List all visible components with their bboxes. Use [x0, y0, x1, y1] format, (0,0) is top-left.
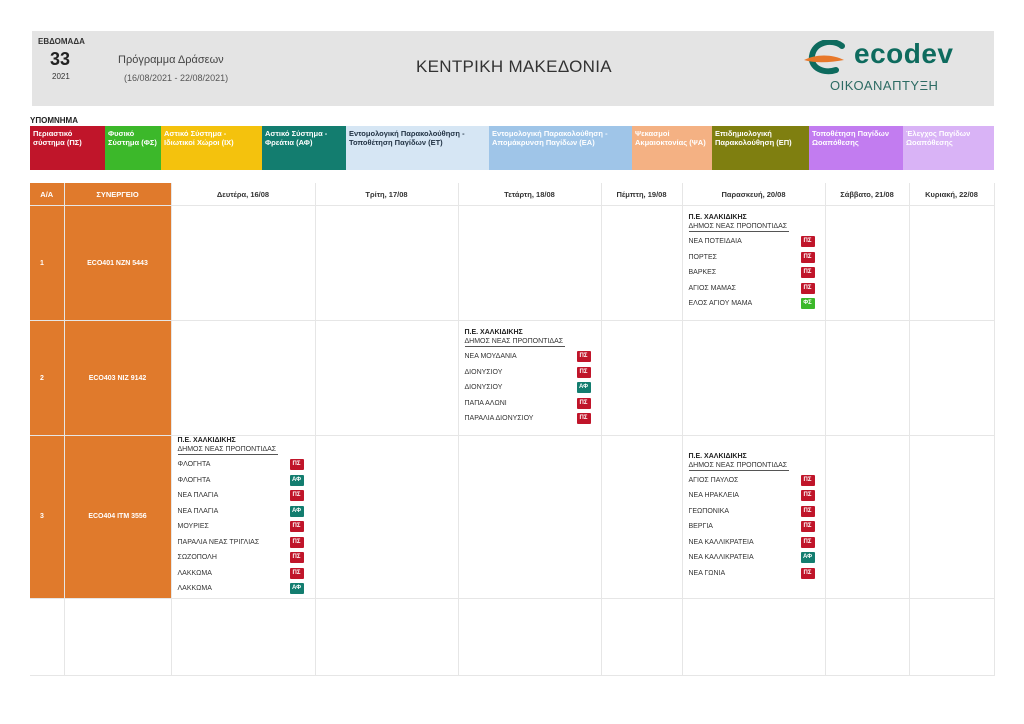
- system-tag: ΠΣ: [801, 537, 815, 548]
- legend-item: Φυσικό Σύστημα (ΦΣ): [105, 126, 161, 170]
- location-name: ΝΕΑ ΚΑΛΛΙΚΡΑΤΕΙΑ: [688, 554, 754, 561]
- location-name: ΔΙΟΝΥΣΙΟΥ: [464, 368, 503, 376]
- location-item: [465, 397, 591, 413]
- system-tag: ΠΣ: [801, 252, 815, 263]
- team-cell: ECO401 ΝΖΝ 5443: [64, 206, 171, 321]
- municipality: ΔΗΜΟΣ ΝΕΑΣ ΠΡΟΠΟΝΤΙΔΑΣ: [464, 338, 564, 346]
- legend-item: Έλεγχος Παγίδων Ωοαπόθεσης: [903, 126, 994, 170]
- location-name: ΝΕΑ ΗΡΑΚΛΕΙΑ: [688, 492, 739, 499]
- location-item: [689, 536, 815, 552]
- location-name: ΑΓΙΟΣ ΜΑΜΑΣ: [688, 284, 737, 292]
- location-name: ΔΙΟΝΥΣΙΟΥ: [464, 384, 503, 392]
- day-cell: [825, 206, 909, 321]
- team-cell: ECO404 ΙΤΜ 3556: [64, 436, 171, 599]
- legend-item: Ψεκασμοί Ακμαιοκτονίας (ΨΑ): [632, 126, 712, 170]
- column-header: Τετάρτη, 18/08: [458, 183, 601, 206]
- location-item: [178, 505, 304, 521]
- municipality: ΔΗΜΟΣ ΝΕΑΣ ΠΡΟΠΟΝΤΙΔΑΣ: [688, 223, 788, 231]
- schedule-block: [172, 436, 315, 598]
- day-cell: [601, 321, 682, 436]
- location-item: [178, 458, 304, 474]
- system-tag: ΑΦ: [577, 382, 591, 393]
- location-item: [689, 282, 815, 298]
- regional-unit: Π.Ε. ΧΑΛΚΙΔΙΚΗΣ: [177, 437, 236, 444]
- day-cell: [171, 321, 315, 436]
- location-item: [465, 350, 591, 366]
- day-cell: [825, 321, 909, 436]
- municipality: ΔΗΜΟΣ ΝΕΑΣ ΠΡΟΠΟΝΤΙΔΑΣ: [688, 461, 788, 469]
- location-name: ΛΑΚΚΩΜΑ: [177, 585, 212, 592]
- day-cell: [825, 436, 909, 599]
- empty-cell: [909, 598, 994, 675]
- municipality: ΔΗΜΟΣ ΝΕΑΣ ΠΡΟΠΟΝΤΙΔΑΣ: [177, 446, 277, 453]
- day-cell: [458, 206, 601, 321]
- system-tag: ΠΣ: [290, 490, 304, 501]
- legend-item: Τοποθέτηση Παγίδων Ωοαπόθεσης: [809, 126, 903, 170]
- ecodev-logo: [802, 36, 992, 102]
- program-title: Πρόγραμμα Δράσεων: [118, 54, 224, 66]
- table-row: [30, 321, 994, 436]
- schedule-block: [683, 452, 825, 583]
- legend-item: Εντομολογική Παρακολούθηση - Τοποθέτηση Παγίδων (ΕΤ): [346, 126, 489, 170]
- schedule-block: [459, 328, 601, 428]
- week-number: 33: [50, 49, 71, 69]
- location-item: [178, 582, 304, 598]
- regional-unit: Π.Ε. ΧΑΛΚΙΔΙΚΗΣ: [688, 452, 747, 460]
- column-header: ΣΥΝΕΡΓΕΙΟ: [64, 183, 171, 206]
- column-header: Πέμπτη, 19/08: [601, 183, 682, 206]
- system-tag: ΠΣ: [801, 506, 815, 517]
- location-name: ΦΛΟΓΗΤΑ: [177, 461, 211, 468]
- location-item: [689, 567, 815, 583]
- location-name: ΠΑΠΑ ΑΛΩΝΙ: [464, 399, 507, 407]
- location-name: ΠΑΡΑΛΙΑ ΔΙΟΝΥΣΙΟΥ: [464, 415, 534, 423]
- location-name: ΛΑΚΚΩΜΑ: [177, 569, 212, 577]
- day-cell: [601, 436, 682, 599]
- location-name: ΜΟΥΡΙΕΣ: [177, 523, 209, 530]
- leaf-logo-icon: [802, 40, 850, 76]
- day-cell: [682, 321, 825, 436]
- system-tag: ΠΣ: [290, 537, 304, 548]
- day-cell: [909, 206, 994, 321]
- system-tag: ΠΣ: [577, 351, 591, 362]
- week-label: ΕΒΔΟΜΑΔΑ: [38, 37, 85, 46]
- location-item: [178, 474, 304, 490]
- day-cell: [171, 206, 315, 321]
- location-name: ΝΕΑ ΜΟΥΔΑΝΙΑ: [464, 353, 517, 361]
- empty-cell: [458, 598, 601, 675]
- location-item: [689, 489, 815, 505]
- system-tag: ΑΦ: [801, 552, 815, 563]
- logo-subtitle: ΟΙΚΟΑΝΑΠΤΥΞΗ: [830, 78, 939, 93]
- table-row: [30, 436, 994, 599]
- day-cell: [315, 321, 458, 436]
- column-header: Σάββατο, 21/08: [825, 183, 909, 206]
- location-item: [178, 536, 304, 552]
- column-header: Δευτέρα, 16/08: [171, 183, 315, 206]
- location-item: [689, 520, 815, 536]
- column-header: Κυριακή, 22/08: [909, 183, 994, 206]
- location-item: [178, 489, 304, 505]
- location-name: ΓΕΩΠΟΝΙΚΑ: [688, 507, 730, 515]
- empty-cell: [682, 598, 825, 675]
- location-item: [178, 551, 304, 567]
- empty-cell: [64, 598, 171, 675]
- system-tag: ΠΣ: [801, 236, 815, 247]
- location-name: ΦΛΟΓΗΤΑ: [177, 476, 211, 484]
- system-tag: ΑΦ: [290, 506, 304, 517]
- day-cell: [682, 436, 825, 599]
- location-name: ΑΓΙΟΣ ΠΑΥΛΟΣ: [688, 476, 739, 484]
- schedule-table: [30, 183, 995, 676]
- location-item: [689, 266, 815, 282]
- system-tag: ΠΣ: [577, 413, 591, 424]
- column-header: Τρίτη, 17/08: [315, 183, 458, 206]
- team-cell: ECO403 ΝΙΖ 9142: [64, 321, 171, 436]
- day-cell: [458, 321, 601, 436]
- region-title: ΚΕΝΤΡΙΚΗ ΜΑΚΕΔΟΝΙΑ: [416, 57, 612, 76]
- week-year: 2021: [52, 72, 70, 81]
- logo-wordmark: ecodev: [854, 38, 954, 69]
- row-number: 1: [30, 206, 64, 321]
- system-tag: ΠΣ: [801, 521, 815, 532]
- legend-item: Αστικό Σύστημα - Ιδιωτικοί Χώροι (ΙΧ): [161, 126, 262, 170]
- system-tag: ΠΣ: [801, 267, 815, 278]
- column-header: Παρασκευή, 20/08: [682, 183, 825, 206]
- column-header: Α/Α: [30, 183, 64, 206]
- row-number: 3: [30, 436, 64, 599]
- location-name: ΝΕΑ ΠΛΑΓΙΑ: [177, 492, 219, 499]
- day-cell: [909, 321, 994, 436]
- system-tag: ΑΦ: [290, 583, 304, 594]
- location-item: [689, 505, 815, 521]
- location-name: ΠΑΡΑΛΙΑ ΝΕΑΣ ΤΡΙΓΛΙΑΣ: [177, 538, 260, 546]
- location-name: ΕΛΟΣ ΑΓΙΟΥ ΜΑΜΑ: [688, 300, 753, 308]
- empty-cell: [601, 598, 682, 675]
- empty-cell: [825, 598, 909, 675]
- legend: [30, 126, 994, 170]
- empty-cell: [171, 598, 315, 675]
- location-name: ΠΟΡΤΕΣ: [688, 253, 717, 261]
- location-name: ΝΕΑ ΓΩΝΙΑ: [688, 569, 726, 577]
- location-item: [178, 520, 304, 536]
- table-row: [30, 206, 994, 321]
- header-bar: [32, 31, 994, 106]
- day-cell: [682, 206, 825, 321]
- table-header-row: [30, 183, 994, 206]
- location-name: ΝΕΑ ΠΟΤΕΙΔΑΙΑ: [688, 238, 742, 246]
- table-row-empty: [30, 598, 994, 675]
- location-item: [465, 381, 591, 397]
- regional-unit: Π.Ε. ΧΑΛΚΙΔΙΚΗΣ: [464, 329, 523, 337]
- location-name: ΒΕΡΓΙΑ: [688, 523, 713, 530]
- legend-item: Περιαστικό σύστημα (ΠΣ): [30, 126, 105, 170]
- legend-item: Αστικό Σύστημα - Φρεάτια (ΑΦ): [262, 126, 346, 170]
- legend-item: Εντομολογική Παρακολούθηση - Απομάκρυνση Παγίδων (ΕΑ): [489, 126, 632, 170]
- location-item: [178, 567, 304, 583]
- location-item: [689, 251, 815, 267]
- location-item: [465, 412, 591, 428]
- legend-item: Επιδημιολογική Παρακολούθηση (ΕΠ): [712, 126, 809, 170]
- day-cell: [315, 206, 458, 321]
- system-tag: ΠΣ: [577, 367, 591, 378]
- legend-title: ΥΠΟΜΝΗΜΑ: [30, 116, 78, 125]
- system-tag: ΠΣ: [801, 475, 815, 486]
- row-number: 2: [30, 321, 64, 436]
- system-tag: ΠΣ: [290, 552, 304, 563]
- regional-unit: Π.Ε. ΧΑΛΚΙΔΙΚΗΣ: [688, 214, 747, 222]
- location-item: [465, 366, 591, 382]
- day-cell: [601, 206, 682, 321]
- day-cell: [458, 436, 601, 599]
- day-cell: [909, 436, 994, 599]
- location-item: [689, 297, 815, 313]
- day-cell: [171, 436, 315, 599]
- empty-cell: [315, 598, 458, 675]
- location-item: [689, 551, 815, 567]
- system-tag: ΠΣ: [801, 568, 815, 579]
- location-item: [689, 474, 815, 490]
- location-name: ΒΑΡΚΕΣ: [688, 269, 717, 277]
- system-tag: ΠΣ: [290, 459, 304, 470]
- table-body: [30, 206, 994, 676]
- empty-cell: [30, 598, 64, 675]
- location-name: ΝΕΑ ΠΛΑΓΙΑ: [177, 507, 219, 515]
- system-tag: ΠΣ: [801, 283, 815, 294]
- system-tag: ΑΦ: [290, 475, 304, 486]
- day-cell: [315, 436, 458, 599]
- system-tag: ΠΣ: [290, 568, 304, 579]
- location-item: [689, 235, 815, 251]
- schedule-block: [683, 213, 825, 313]
- system-tag: ΦΣ: [801, 298, 815, 309]
- system-tag: ΠΣ: [577, 398, 591, 409]
- system-tag: ΠΣ: [290, 521, 304, 532]
- location-name: ΝΕΑ ΚΑΛΛΙΚΡΑΤΕΙΑ: [688, 538, 754, 546]
- date-range: (16/08/2021 - 22/08/2021): [124, 73, 229, 83]
- location-name: ΣΩΖΟΠΟΛΗ: [177, 554, 217, 561]
- system-tag: ΠΣ: [801, 490, 815, 501]
